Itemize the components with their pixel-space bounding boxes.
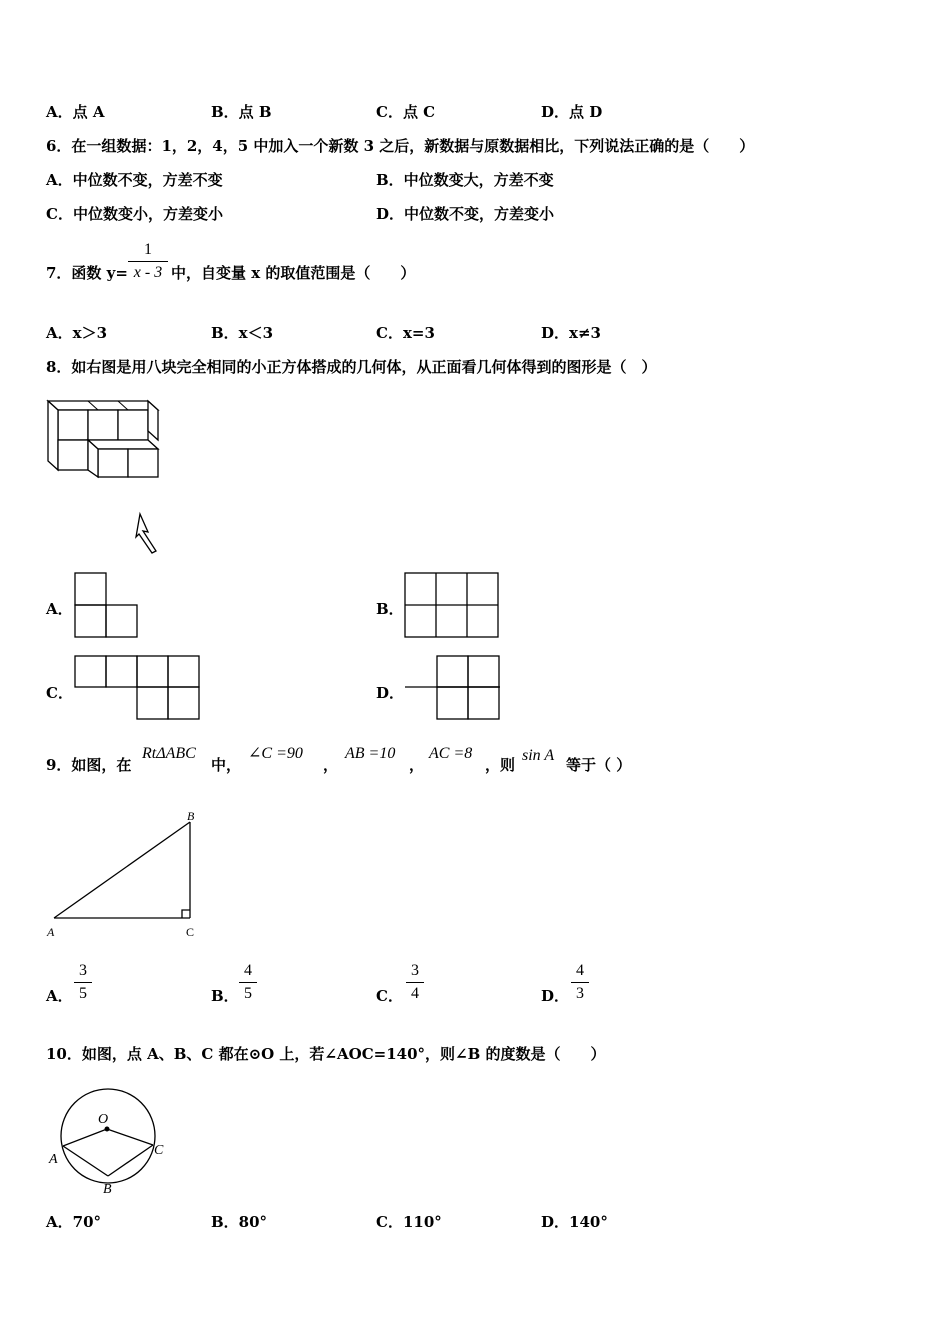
q9-option-a-denominator: 5 bbox=[79, 985, 87, 1002]
q6-option-b: B．中位数变大，方差不变 bbox=[376, 171, 554, 189]
q9-option-a-label: A． bbox=[46, 987, 73, 1005]
q10-option-d: D．140° bbox=[541, 1213, 608, 1231]
q7-option-b: B．x＜3 bbox=[211, 324, 274, 342]
q9-option-d-fraction bbox=[571, 961, 589, 1004]
q9-option-b-denominator: 5 bbox=[244, 985, 252, 1002]
q8-option-d-label: D． bbox=[376, 684, 405, 702]
q8-option-b-label: B． bbox=[376, 600, 404, 618]
q10-stem: 10．如图，点 A、B、C 都在⊙O 上，若∠AOC=140°，则∠B 的度数是（ ） bbox=[46, 1045, 606, 1063]
q8-option-a-figure bbox=[74, 572, 138, 638]
q5-option-c: C．点 C bbox=[376, 103, 436, 121]
q8-option-b-figure bbox=[404, 572, 500, 638]
q9-option-d-denominator: 3 bbox=[576, 985, 584, 1002]
q9-option-d-numerator: 4 bbox=[576, 962, 584, 979]
q7-fraction-denominator: x - 3 bbox=[133, 264, 163, 281]
q9-option-b-numerator: 4 bbox=[244, 962, 252, 979]
q7-stem-suffix: 中，自变量 x 的取值范围是（ ） bbox=[171, 264, 416, 282]
q9-option-b-label: B． bbox=[211, 987, 239, 1005]
fraction-bar bbox=[571, 982, 589, 983]
q6-stem: 6．在一组数据：1，2，4，5 中加入一个新数 3 之后，新数据与原数据相比，下列说法正确的是（ ） bbox=[46, 137, 755, 155]
q10-label-c: C bbox=[154, 1143, 164, 1158]
q7-option-a: A．x＞3 bbox=[46, 324, 108, 342]
q9-option-a-fraction bbox=[74, 961, 92, 1004]
q8-solid-figure bbox=[44, 396, 174, 556]
q7-option-c: C．x=3 bbox=[376, 324, 435, 342]
q9-text-mid2: ，则 bbox=[485, 756, 516, 774]
q9-label-b: B bbox=[187, 809, 195, 823]
q9-sin-a: sin A bbox=[522, 747, 555, 764]
q6-option-a: A．中位数不变，方差不变 bbox=[46, 171, 223, 189]
q6-option-d: D．中位数不变，方差变小 bbox=[376, 205, 555, 223]
fraction-bar bbox=[239, 982, 257, 983]
q9-sep2: ， bbox=[409, 756, 425, 774]
q5-option-b: B．点 B bbox=[211, 103, 272, 121]
q10-label-a: A bbox=[49, 1152, 58, 1167]
q10-label-o: O bbox=[98, 1112, 109, 1127]
q9-stem-suffix: 等于（ ） bbox=[566, 756, 632, 774]
q9-triangle-name: RtΔABC bbox=[142, 745, 196, 762]
q7-fraction-numerator: 1 bbox=[144, 241, 152, 258]
q9-sep1: ， bbox=[323, 756, 339, 774]
q8-stem: 8．如右图是用八块完全相同的小正方体搭成的几何体，从正面看几何体得到的图形是（ ） bbox=[46, 358, 657, 376]
q9-label-a: A bbox=[47, 925, 55, 939]
q9-option-c-denominator: 4 bbox=[411, 985, 419, 1002]
q10-circle-figure bbox=[44, 1078, 174, 1200]
q8-option-a-label: A． bbox=[46, 600, 73, 618]
q9-option-c-label: C． bbox=[376, 987, 403, 1005]
q6-option-c: C．中位数变小，方差变小 bbox=[46, 205, 223, 223]
q9-right-triangle bbox=[44, 805, 214, 940]
fraction-bar bbox=[128, 261, 168, 262]
q9-option-c-numerator: 3 bbox=[411, 962, 419, 979]
q9-side-ac: AC =8 bbox=[429, 745, 473, 762]
q10-option-c: C．110° bbox=[376, 1213, 442, 1231]
q10-label-b: B bbox=[103, 1182, 112, 1197]
q9-stem-prefix: 9．如图，在 bbox=[46, 756, 132, 774]
q8-option-c-label: C． bbox=[46, 684, 73, 702]
q9-option-d-label: D． bbox=[541, 987, 570, 1005]
q9-side-ab: AB =10 bbox=[345, 745, 396, 762]
fraction-bar bbox=[406, 982, 424, 983]
q9-option-a-numerator: 3 bbox=[79, 962, 87, 979]
q9-option-c-fraction bbox=[406, 961, 424, 1004]
q5-option-a: A．点 A bbox=[46, 103, 105, 121]
q10-option-a: A．70° bbox=[46, 1213, 102, 1231]
q7-option-d: D．x≠3 bbox=[541, 324, 601, 342]
q9-option-b-fraction bbox=[239, 961, 257, 1004]
q9-angle-c: ∠C =90 bbox=[248, 745, 303, 762]
q9-text-mid1: 中， bbox=[211, 756, 242, 774]
q9-label-c: C bbox=[186, 925, 195, 939]
q8-option-c-figure bbox=[74, 655, 202, 721]
q8-option-d-figure bbox=[404, 655, 502, 721]
q7-fraction bbox=[128, 240, 168, 283]
q7-stem-prefix: 7．函数 y= bbox=[46, 264, 128, 282]
q5-option-d: D．点 D bbox=[541, 103, 603, 121]
q10-option-b: B．80° bbox=[211, 1213, 268, 1231]
fraction-bar bbox=[74, 982, 92, 983]
